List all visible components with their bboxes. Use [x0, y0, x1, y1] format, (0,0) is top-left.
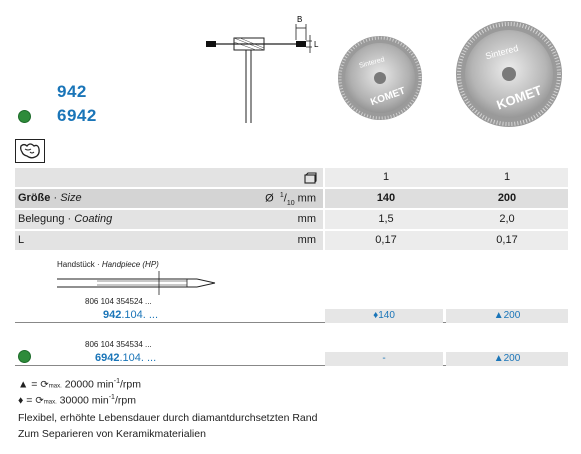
disc-image-140 [337, 35, 423, 121]
note-flexible: Flexibel, erhöhte Lebensdauer durch diamantdurchsetzten Rand [18, 412, 318, 424]
disc-2-text-top: Sintered [484, 42, 520, 62]
note-ceramic: Zum Separieren von Keramikmaterialien [18, 428, 206, 440]
table-row-pack [15, 168, 568, 187]
disc-1-text-bottom: KOMET [369, 85, 407, 109]
legend-speed-diamond: ♦ = ⟳max. 30000 $\min^{-1}$/rpm [18, 394, 136, 407]
size-value-200: 200 [446, 189, 568, 208]
disc-image-200 [455, 20, 563, 128]
product-code-942: 942 [57, 82, 87, 101]
order-ref-942: 806 104 354524 ... [85, 297, 152, 306]
order-code-942: 942.104. ... [103, 309, 159, 321]
coating-value-200: 2,0 [446, 210, 568, 229]
order-6942-value-140: - [325, 352, 443, 366]
diagram-label-b: B [297, 15, 303, 24]
rotation-icon: ⟳ [35, 395, 44, 407]
pack-count-200: 1 [446, 168, 568, 187]
l-value-200: 0,17 [446, 231, 568, 250]
table-row-coating [15, 210, 568, 229]
l-label: L [18, 234, 25, 246]
order-942-value-140: ♦140 [325, 309, 443, 323]
coating-label: Belegung · Coating [18, 213, 113, 225]
product-code-6942: 6942 [57, 106, 97, 125]
coating-unit: mm [297, 213, 316, 225]
hand-icon [16, 140, 44, 162]
size-label: Größe · Size [18, 192, 82, 204]
green-dot-icon [18, 110, 31, 123]
disc-1-text-top: Sintered [358, 56, 386, 70]
order-942-value-200: ▲200 [446, 309, 568, 323]
size-value-140: 140 [325, 189, 447, 208]
size-unit: Ø $^1/_{10}$ mm [265, 192, 316, 207]
order-6942-value-200: ▲200 [446, 352, 568, 366]
rotation-icon: ⟳ [40, 379, 49, 391]
green-dot-icon [18, 350, 31, 363]
table-row-l [15, 231, 568, 250]
l-unit: mm [297, 234, 316, 246]
lab-usage-icon-box [15, 139, 45, 163]
l-value-140: 0,17 [325, 231, 447, 250]
handpiece-shaft-diagram [57, 271, 217, 295]
pack-icon [304, 172, 318, 184]
order-ref-6942: 806 104 354534 ... [85, 340, 152, 349]
order-code-6942: 6942.104. ... [95, 352, 157, 364]
legend-speed-triangle: ▲ = ⟳max. 20000 $\min^{-1}$/rpm [18, 378, 141, 391]
pack-count-140: 1 [325, 168, 447, 187]
disc-technical-diagram [200, 10, 325, 125]
coating-value-140: 1,5 [325, 210, 447, 229]
handpiece-label: Handstück · Handpiece (HP) [57, 260, 159, 269]
disc-2-text-bottom: KOMET [494, 82, 544, 113]
diagram-label-l: L [314, 40, 319, 49]
table-row-size [15, 189, 568, 208]
